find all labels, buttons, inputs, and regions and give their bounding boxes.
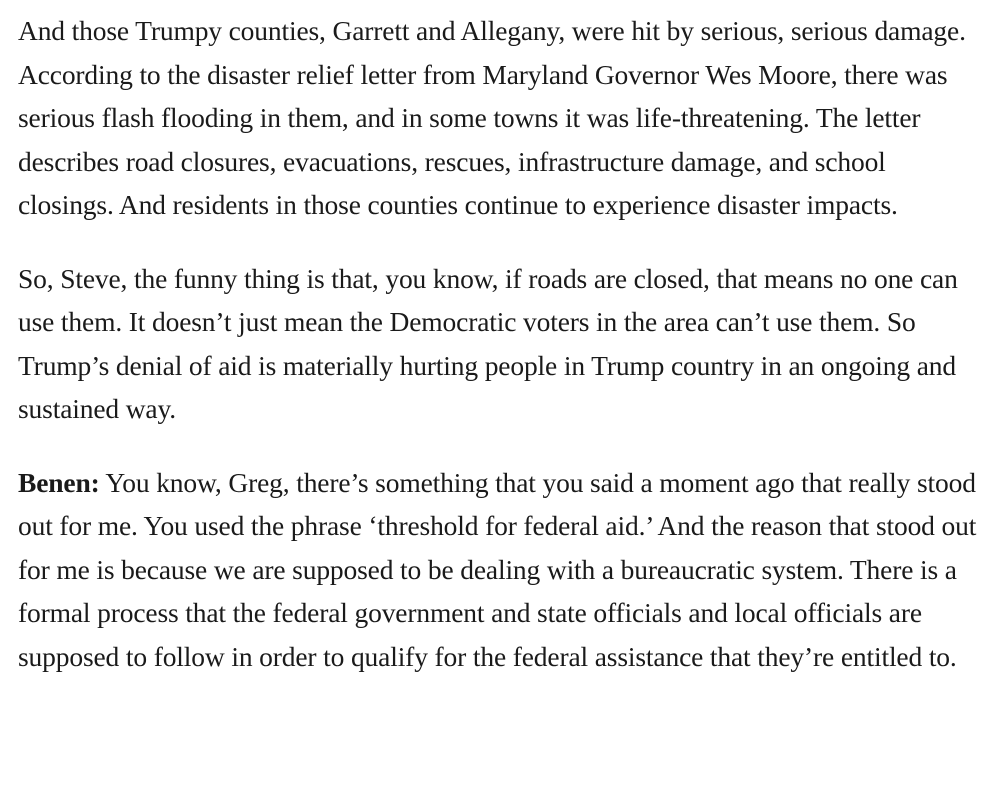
paragraph-3: [18, 461, 986, 679]
speaker-label: Benen:: [18, 466, 100, 498]
paragraph-1-text: And those Trumpy counties, Garrett and Allegany, were hit by serious, serious damage. According to the disaster relief letter from Maryland Governor Wes Moore, there was serious flash flooding in them, and in some towns it was life-threatening. The letter describes road closures, evacuations, rescues, infrastructure damage, and school closings. And residents in those counties continue to experience disaster impacts.: [18, 15, 966, 220]
article-body: [18, 9, 986, 708]
paragraph-2-text: So, Steve, the funny thing is that, you know, if roads are closed, that means no one can use them. It doesn’t just mean the Democratic voters in the area can’t use them. So Trump’s denial of aid is materially hurting people in Trump country in an ongoing and sustained way.: [18, 262, 958, 424]
paragraph-2: [18, 257, 986, 431]
paragraph-3-text: You know, Greg, there’s something that you said a moment ago that really stood out for me. You used the phrase ‘threshold for federal aid.’ And the reason that stood out for me is because we are supposed to be dealing with a bureaucratic system. There is a formal process that the federal government and state officials and local officials are supposed to follow in order to qualify for the federal assistance that they’re entitled to.: [18, 466, 977, 672]
paragraph-1: [18, 9, 986, 227]
